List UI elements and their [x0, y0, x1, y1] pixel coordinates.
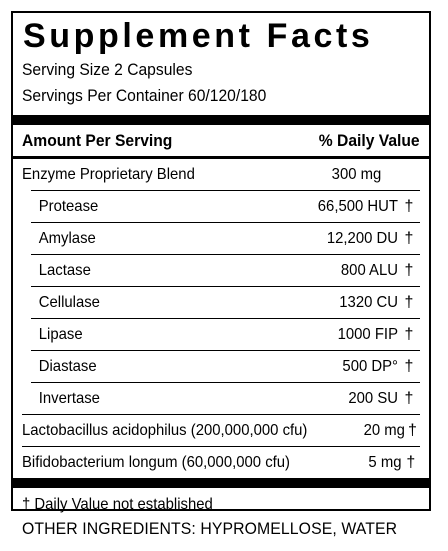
dagger-symbol: † — [404, 261, 414, 279]
thick-divider — [13, 115, 429, 125]
dagger-symbol: † — [406, 453, 416, 471]
enzyme-amount: 66,500 HUT — [317, 197, 398, 215]
probiotic-name: Bifidobacterium longum (60,000,000 cfu) — [22, 453, 290, 471]
blend-name: Enzyme Proprietary Blend — [22, 165, 195, 183]
other-ingredients: OTHER INGREDIENTS: HYPROMELLOSE, WATER — [22, 519, 398, 538]
supplement-facts-panel — [11, 11, 431, 511]
dagger-symbol: † — [404, 325, 414, 343]
probiotic-list — [22, 415, 420, 478]
probiotic-amount: 5 mg — [368, 453, 402, 471]
servings-per-container: Servings Per Container 60/120/180 — [22, 86, 267, 105]
dagger-symbol: † — [407, 421, 417, 439]
probiotic-name: Lactobacillus acidophilus (200,000,000 cfu) — [22, 421, 308, 439]
probiotic-amount: 20 mg — [363, 421, 405, 439]
enzyme-name: Invertase — [38, 389, 100, 407]
enzyme-name: Lipase — [38, 325, 83, 343]
enzyme-row — [22, 351, 420, 382]
enzyme-row — [22, 191, 420, 222]
enzyme-name: Diastase — [38, 357, 97, 375]
header-amount-per-serving: Amount Per Serving — [22, 130, 173, 150]
dagger-symbol: † — [404, 389, 414, 407]
enzyme-row — [22, 383, 420, 414]
dagger-symbol: † — [404, 229, 414, 247]
dagger-symbol: † — [404, 293, 414, 311]
probiotic-row — [22, 447, 420, 478]
enzyme-row — [22, 287, 420, 318]
bottom-thick-divider — [13, 478, 429, 488]
dagger-symbol: † — [404, 197, 414, 215]
enzyme-amount: 1320 CU — [339, 293, 398, 311]
blend-amount: 300 mg — [331, 165, 381, 183]
blend-row — [22, 159, 420, 190]
serving-size: Serving Size 2 Capsules — [22, 60, 193, 79]
enzyme-amount: 1000 FIP — [337, 325, 398, 343]
enzyme-list — [22, 191, 420, 415]
column-header — [22, 125, 420, 156]
enzyme-amount: 200 SU — [348, 389, 398, 407]
enzyme-name: Cellulase — [38, 293, 100, 311]
enzyme-name: Amylase — [38, 229, 96, 247]
enzyme-amount: 12,200 DU — [326, 229, 398, 247]
enzyme-name: Lactase — [38, 261, 91, 279]
label-title: Supplement Facts — [23, 17, 374, 55]
enzyme-name: Protease — [38, 197, 99, 215]
enzyme-amount: 800 ALU — [340, 261, 398, 279]
dagger-symbol: † — [404, 357, 414, 375]
footnote: † Daily Value not established — [22, 496, 213, 513]
probiotic-row — [22, 415, 420, 446]
enzyme-row — [22, 255, 420, 286]
enzyme-row — [22, 319, 420, 350]
enzyme-amount: 500 DP° — [342, 357, 398, 375]
header-daily-value: % Daily Value — [319, 130, 420, 150]
enzyme-row — [22, 223, 420, 254]
